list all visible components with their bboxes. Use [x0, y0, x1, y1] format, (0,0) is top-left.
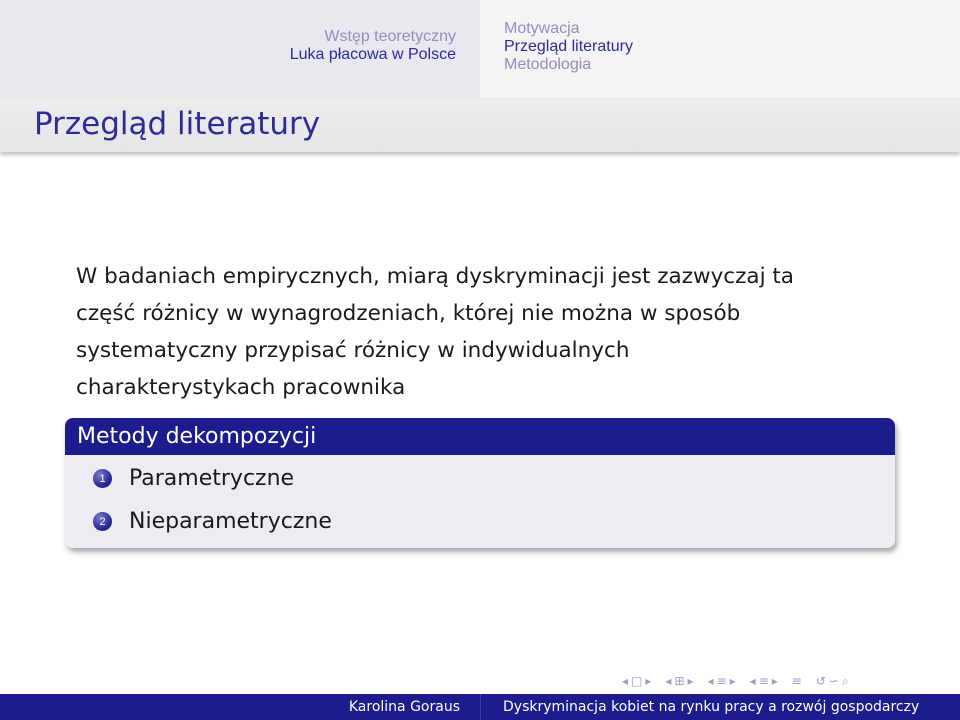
body-paragraph — [76, 258, 856, 406]
nav-subsection-metodologia[interactable]: Metodologia — [504, 56, 592, 73]
enum-number-badge: 1 — [93, 469, 112, 488]
search-icon[interactable]: ⌕ — [841, 674, 849, 688]
frame-title: Przegląd literatury — [34, 106, 321, 142]
section-navigation — [0, 0, 480, 98]
nav-right-arrow-icon[interactable]: ▸ — [771, 674, 778, 688]
subsection-icon[interactable]: ⊞ — [674, 674, 685, 688]
enum-number-badge: 2 — [93, 512, 112, 531]
list-item — [93, 509, 332, 534]
paragraph-line: W badaniach empirycznych, miarą dyskryminacji jest zazwyczaj ta — [76, 264, 794, 289]
footer-title: Dyskryminacja kobiet na rynku pracy a rozwój gospodarczy — [480, 694, 960, 720]
block-body — [65, 455, 895, 548]
nav-subsection-przeglad[interactable]: Przegląd literatury — [504, 38, 633, 55]
decomposition-block — [65, 418, 895, 548]
search-back-icon[interactable]: ∽ — [828, 674, 839, 688]
list-item — [93, 466, 294, 491]
list-item-label: Parametryczne — [129, 466, 295, 491]
nav-left-arrow-icon[interactable]: ◂ — [665, 674, 672, 688]
footer-author: Karolina Goraus — [0, 694, 480, 720]
nav-right-arrow-icon[interactable]: ▸ — [687, 674, 694, 688]
nav-left-arrow-icon[interactable]: ◂ — [749, 674, 756, 688]
frame-title-bar — [0, 98, 960, 152]
nav-section-luka[interactable]: Luka płacowa w Polsce — [289, 46, 456, 63]
list-item-label: Nieparametryczne — [129, 509, 332, 534]
section-icon[interactable]: ≡ — [716, 674, 727, 688]
paragraph-line: charakterystykach pracownika — [76, 375, 406, 400]
nav-right-arrow-icon[interactable]: ▸ — [645, 674, 652, 688]
nav-right-arrow-icon[interactable]: ▸ — [729, 674, 736, 688]
nav-left-arrow-icon[interactable]: ◂ — [707, 674, 714, 688]
paragraph-line: część różnicy w wynagrodzeniach, której nie można w sposób — [76, 301, 741, 326]
part-icon[interactable]: ≡ — [758, 674, 769, 688]
back-icon[interactable]: ↺ — [815, 674, 826, 688]
frame-icon[interactable]: □ — [631, 674, 643, 688]
nav-left-arrow-icon[interactable]: ◂ — [622, 674, 629, 688]
headline-bar — [0, 0, 960, 98]
subsection-navigation — [480, 0, 960, 98]
nav-section-wstep[interactable]: Wstęp teoretyczny — [324, 28, 456, 45]
footline — [0, 694, 960, 720]
document-icon[interactable]: ≡ — [791, 674, 802, 688]
beamer-navigation-symbols — [622, 672, 958, 690]
paragraph-line: systematyczny przypisać różnicy w indywidualnych — [76, 338, 630, 363]
nav-subsection-motywacja[interactable]: Motywacja — [504, 20, 580, 37]
block-title: Metody dekompozycji — [65, 418, 895, 455]
